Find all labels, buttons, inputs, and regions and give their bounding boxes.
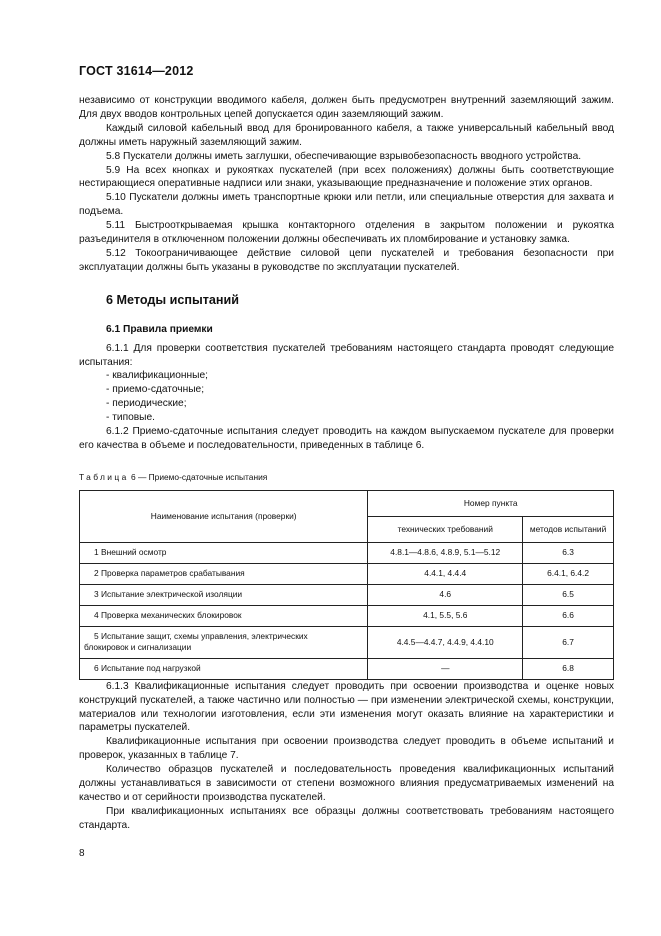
table-row: [80, 658, 614, 679]
acceptance-tests-table: [79, 490, 614, 680]
table-caption-word: Таблица: [79, 471, 129, 482]
list-item: - типовые.: [106, 412, 155, 424]
paragraph-5-10: 5.10 Пускатели должны иметь транспортные крюки или петли, или специальные отверстия для захвата и подъема.: [79, 192, 614, 218]
paragraph: Количество образцов пускателей и последовательность проведения квалификационных испытаний должны устанавливаться в зависимости от степени возможного влияния предусматриваемых изменений на качество и от серийности производства пускателей.: [79, 764, 614, 803]
column-header-test-name: Наименование испытания (проверки): [80, 490, 368, 542]
column-header-test-methods: методов испытаний: [523, 516, 614, 542]
table-cell-method: 6.8: [523, 658, 614, 679]
table-cell-requirement: 4.6: [368, 584, 523, 605]
paragraph-5-11: 5.11 Быстрооткрываемая крышка контакторного отделения в закрытом положении и рукоятка разъединителя в отключенном положении должны обеспечивать их пломбирование и установку замка.: [79, 220, 614, 246]
list-item: - приемо-сдаточные;: [106, 384, 205, 396]
table-header-row: [80, 490, 614, 516]
list-item: - периодические;: [106, 398, 187, 410]
paragraph: Каждый силовой кабельный ввод для бронированного кабеля, а также универсальный кабельный ввод должны иметь наружный заземляющий зажим.: [79, 122, 614, 148]
table-row: [80, 584, 614, 605]
table-cell-test-name: [80, 626, 368, 658]
table-cell-test-name: 4 Проверка механических блокировок: [80, 605, 368, 626]
paragraph-5-8: 5.8 Пускатели должны иметь заглушки, обеспечивающие взрывобезопасность вводного устройства.: [106, 150, 582, 162]
paragraph: независимо от конструкции вводимого кабеля, должен быть предусмотрен внутренний заземляющий зажим. Для двух вводов контрольных цепей допускается один заземляющий зажим.: [79, 95, 614, 120]
page-header-doc-code: ГОСТ 31614—2012: [79, 64, 194, 78]
page-number: 8: [79, 848, 85, 859]
table-cell-requirement: 4.4.5—4.4.7, 4.4.9, 4.4.10: [368, 626, 523, 658]
paragraph: При квалификационных испытаниях все образцы должны соответствовать требованиям настоящего стандарта.: [79, 805, 614, 831]
table-cell-test-name: 2 Проверка параметров срабатывания: [80, 563, 368, 584]
subsection-heading: 6.1 Правила приемки: [106, 323, 213, 335]
paragraph-6-1-2: 6.1.2 Приемо-сдаточные испытания следует проводить на каждом выпускаемом пускателе для проверки его качества в объеме и последовательности, приведенных в таблице 6.: [79, 426, 614, 451]
table-row: [80, 563, 614, 584]
paragraph: Квалификационные испытания при освоении производства следует проводить в объеме испытаний и проверок, указанных в таблице 7.: [79, 736, 614, 762]
table-cell-method: 6.7: [523, 626, 614, 658]
column-header-clause-number: Номер пункта: [368, 490, 614, 516]
test-name-line: 5 Испытание защит, схемы управления, электрических: [94, 631, 308, 642]
paragraph-6-1-3: 6.1.3 Квалификационные испытания следует проводить при освоении производства и оценке новых конструкций пускателей, а также частично или полностью — при изменении электрической схемы, конструкции, материалов или технологии изготовления, если эти изменения могут оказать влияние на характеристики и параметры пускателей.: [79, 680, 614, 734]
table-caption-title: 6 — Приемо-сдаточные испытания: [128, 471, 268, 482]
table-row: [80, 605, 614, 626]
table-cell-test-name: 1 Внешний осмотр: [80, 542, 368, 563]
table-cell-requirement: —: [368, 658, 523, 679]
table-cell-method: 6.5: [523, 584, 614, 605]
table-row: [80, 542, 614, 563]
table-cell-test-name: 6 Испытание под нагрузкой: [80, 658, 368, 679]
table-cell-method: 6.6: [523, 605, 614, 626]
table-cell-requirement: 4.8.1—4.8.6, 4.8.9, 5.1—5.12: [368, 542, 523, 563]
paragraph-5-12: 5.12 Токоограничивающее действие силовой цепи пускателей и требования безопасности при эксплуатации должны быть указаны в руководстве по эксплуатации пускателей.: [79, 247, 614, 273]
table-cell-requirement: 4.1, 5.5, 5.6: [368, 605, 523, 626]
table-cell-method: 6.3: [523, 542, 614, 563]
table-cell-requirement: 4.4.1, 4.4.4: [368, 563, 523, 584]
test-name-continuation: блокировок и сигнализации: [84, 642, 192, 653]
table-row: [80, 626, 614, 658]
list-item: - квалификационные;: [106, 370, 208, 382]
table-cell-test-name: 3 Испытание электрической изоляции: [80, 584, 368, 605]
column-header-technical-requirements: технических требований: [368, 516, 523, 542]
document-body: [79, 94, 614, 833]
table-cell-method: 6.4.1, 6.4.2: [523, 563, 614, 584]
table-caption: [79, 471, 614, 485]
paragraph-5-9: 5.9 На всех кнопках и рукоятках пускателей (при всех положениях) должны быть соответствующие нестирающиеся оперативные надписи или знаки, указывающие предназначение и положение этих органов.: [79, 164, 614, 190]
paragraph-6-1-1: 6.1.1 Для проверки соответствия пускателей требованиям настоящего стандарта проводят следующие испытания:: [79, 342, 614, 368]
section-heading: 6 Методы испытаний: [106, 292, 239, 307]
